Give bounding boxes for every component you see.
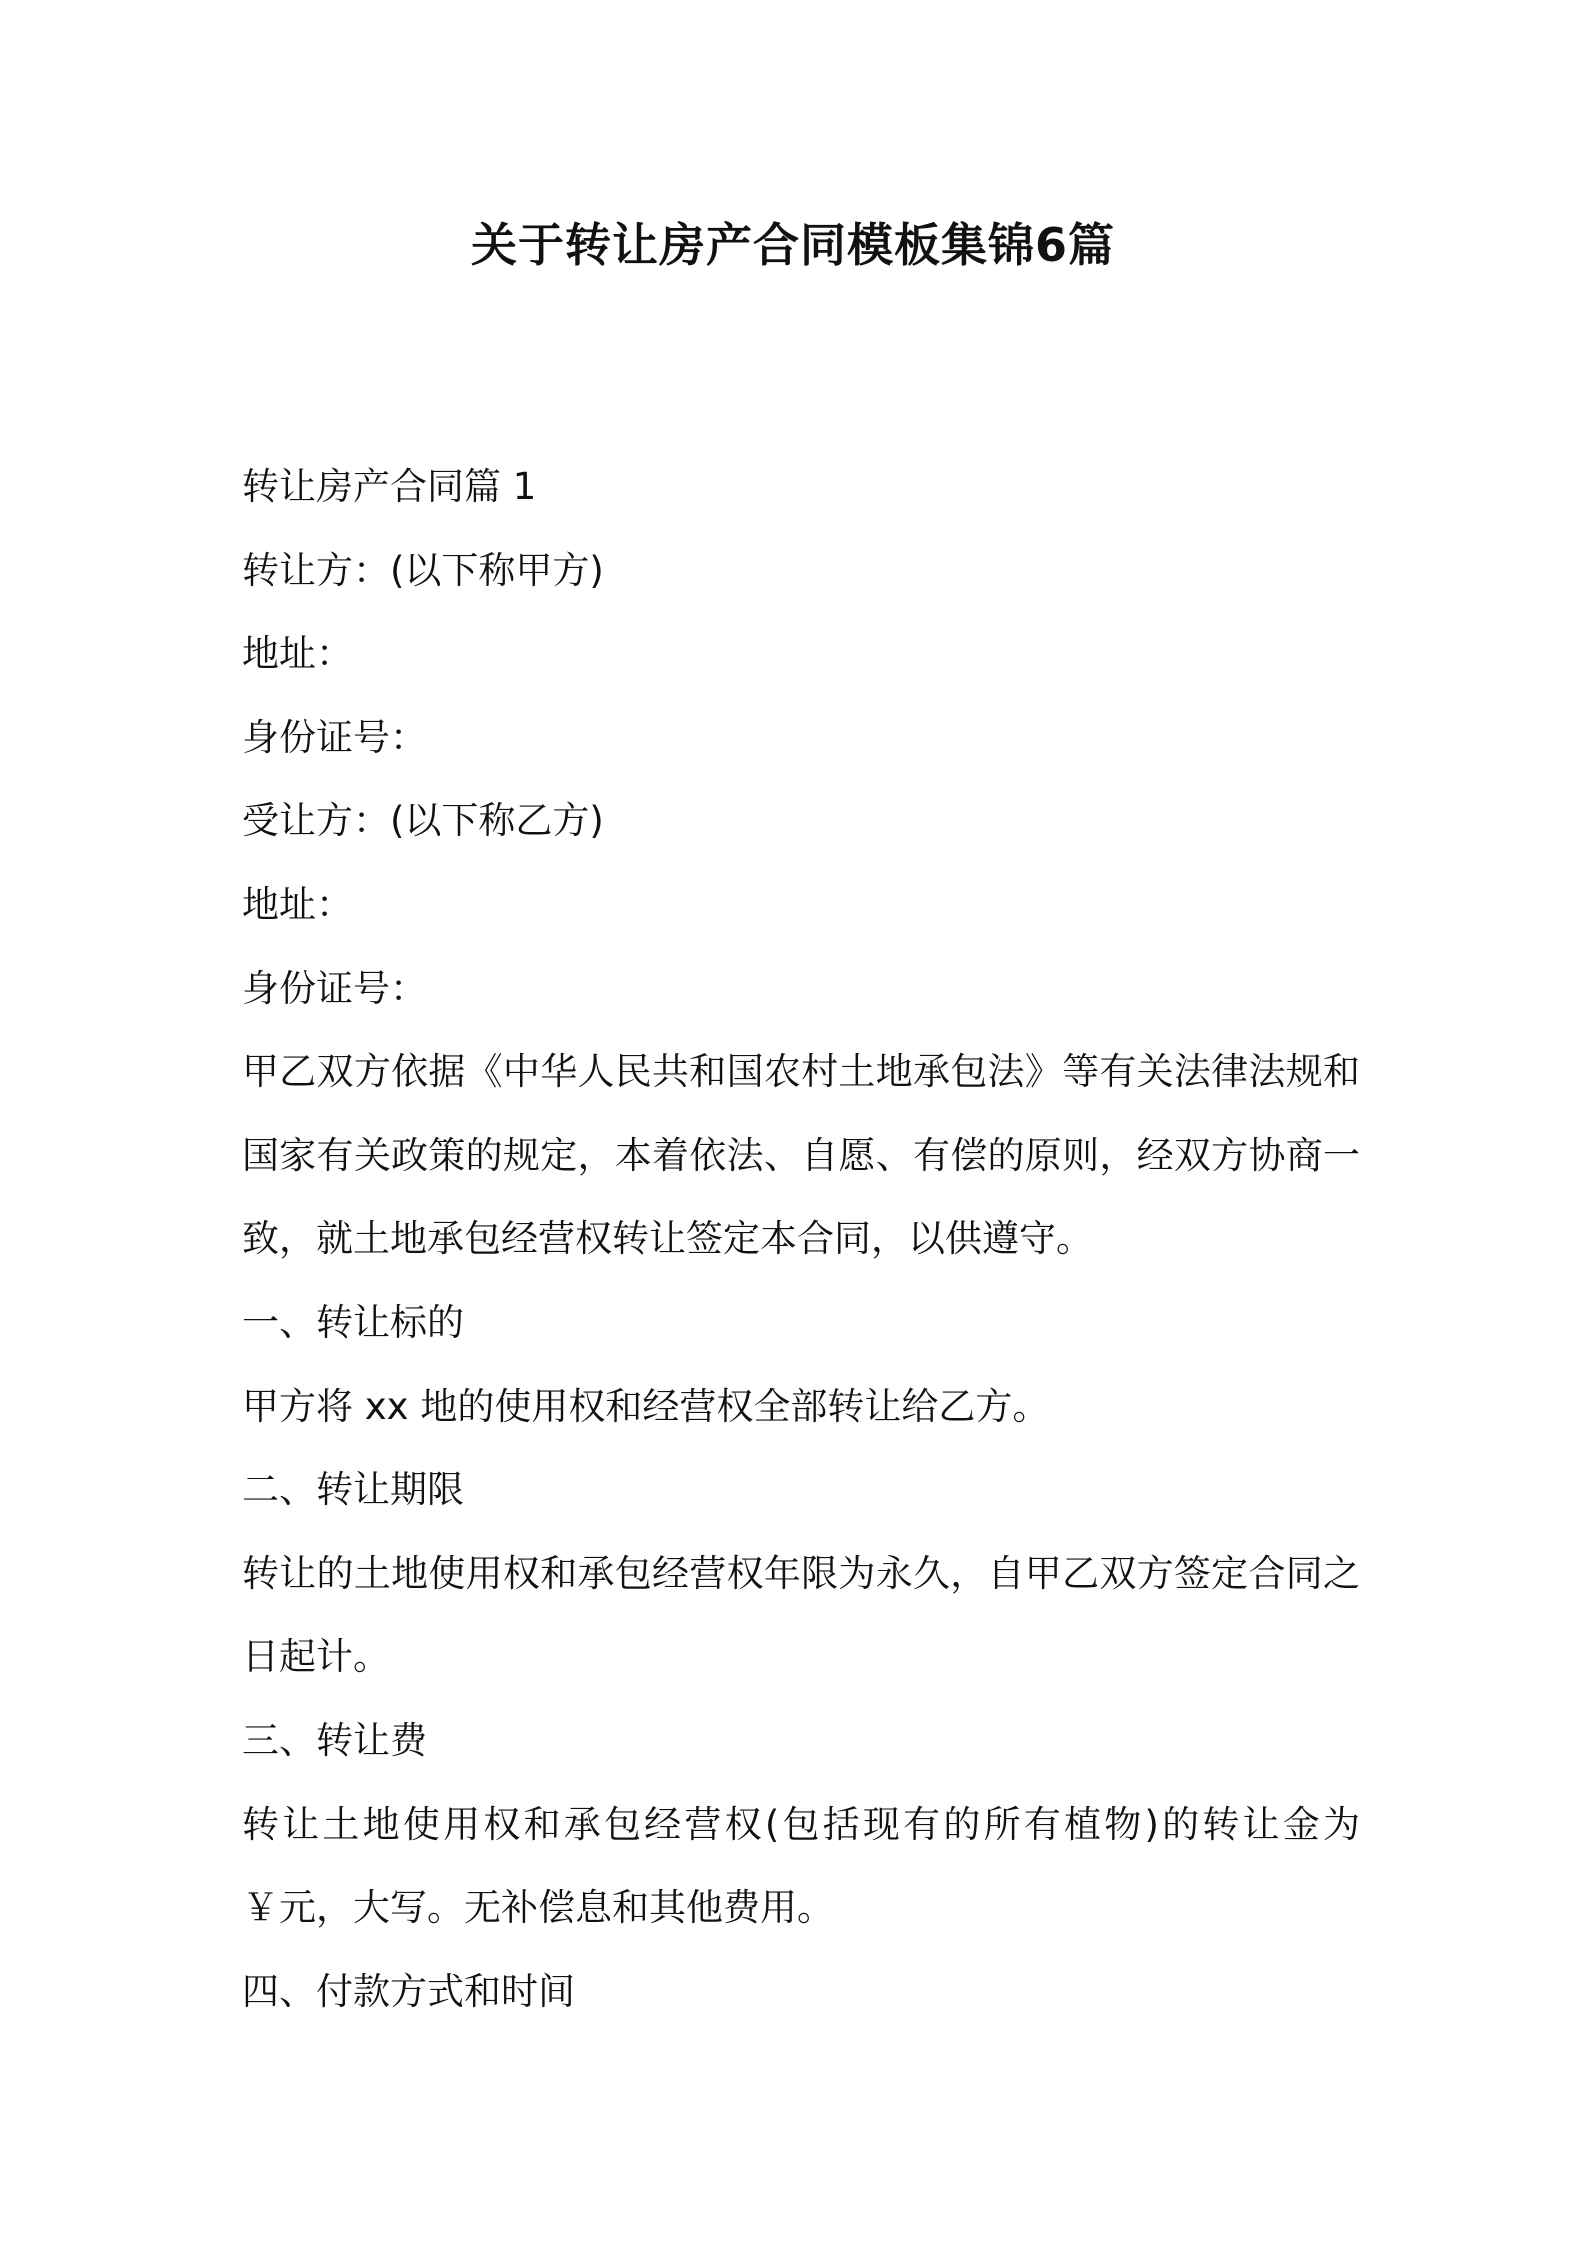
transferee-line: 受让方：(以下称乙方) <box>242 799 604 843</box>
transferor-line: 转让方：(以下称甲方) <box>242 548 604 592</box>
clause-heading-2: 二、转让期限 <box>242 1468 464 1512</box>
document-body <box>242 445 1360 2033</box>
clause-heading-1: 一、转让标的 <box>242 1300 464 1344</box>
transferor-id-line: 身份证号： <box>242 715 427 759</box>
document-title: 关于转让房产合同模板集锦6篇 <box>470 218 1115 272</box>
clause-text-3: 转让土地使用权和承包经营权(包括现有的所有植物)的转让金为￥元，大写。无补偿息和其他费用。 <box>242 1802 1360 1930</box>
clause-text-2: 转让的土地使用权和承包经营权年限为永久，自甲乙双方签定合同之日起计。 <box>242 1551 1360 1679</box>
preamble-paragraph: 甲乙双方依据《中华人民共和国农村土地承包法》等有关法律法规和国家有关政策的规定，本着依法、自愿、有偿的原则，经双方协商一致，就土地承包经营权转让签定本合同，以供遵守。 <box>242 1050 1360 1261</box>
transferor-address-line: 地址： <box>242 632 353 676</box>
clause-heading-4: 四、付款方式和时间 <box>242 1969 575 2013</box>
clause-text-1: 甲方将 xx 地的使用权和经营权全部转让给乙方。 <box>242 1384 1050 1428</box>
transferee-id-line: 身份证号： <box>242 966 427 1010</box>
clause-heading-3: 三、转让费 <box>242 1718 427 1762</box>
transferee-address-line: 地址： <box>242 882 353 926</box>
section-heading: 转让房产合同篇 1 <box>242 465 537 508</box>
